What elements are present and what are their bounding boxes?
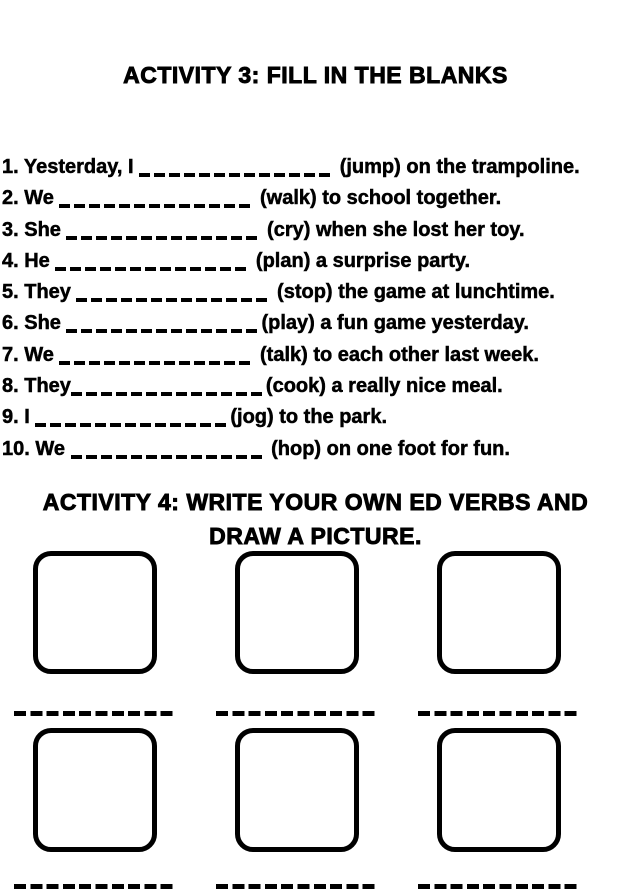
drawing-box [235,728,359,852]
drawing-box [33,551,157,674]
fill-in-sentence: 3. She (cry) when she lost her toy. [2,218,525,241]
answer-blank [35,423,230,427]
drawing-cell [33,728,157,889]
fill-in-sentence: 4. He (plan) a surprise party. [2,249,471,272]
answer-blank [59,361,254,365]
answer-blank [71,392,266,396]
drawing-cell [437,728,561,889]
activity4-title-line2: DRAW A PICTURE. [209,523,422,549]
fill-in-sentence: 5. They (stop) the game at lunchtime. [2,281,555,304]
fill-in-sentence: 6. She (play) a fun game yesterday. [2,312,529,335]
fill-in-sentence: 7. We (talk) to each other last week. [2,343,539,366]
drawing-row-1 [33,551,561,716]
verb-writing-line [216,884,379,889]
drawing-grid [0,551,631,889]
drawing-box [235,551,359,674]
verb-writing-line [418,884,581,889]
fill-in-sentence: 8. They (cook) a really nice meal. [2,375,503,398]
verb-writing-line [216,711,379,716]
answer-blank [59,204,254,208]
answer-blank [66,329,261,333]
drawing-row-2 [33,728,561,889]
answer-blank [76,298,271,302]
activity4-title [0,485,631,553]
verb-writing-line [14,884,177,889]
drawing-box [437,728,561,852]
drawing-cell [437,551,561,716]
activity3-sentence-list [2,152,631,465]
activity4-title-line1: ACTIVITY 4: WRITE YOUR OWN ED VERBS AND [42,489,589,515]
fill-in-sentence: 1. Yesterday, I (jump) on the trampoline. [2,156,580,178]
verb-writing-line [418,711,581,716]
verb-writing-line [14,711,177,716]
activity3-title: ACTIVITY 3: FILL IN THE BLANKS [123,62,508,88]
answer-blank [66,236,261,240]
answer-blank [71,455,266,459]
drawing-box [33,728,157,852]
fill-in-sentence: 10. We (hop) on one foot for fun. [2,437,510,460]
drawing-cell [33,551,157,716]
answer-blank [139,173,334,177]
answer-blank [55,267,250,271]
drawing-box [437,551,561,674]
fill-in-sentence: 9. I (jog) to the park. [2,406,388,429]
drawing-cell [235,551,359,716]
drawing-cell [235,728,359,889]
fill-in-sentence: 2. We (walk) to school together. [2,187,502,210]
